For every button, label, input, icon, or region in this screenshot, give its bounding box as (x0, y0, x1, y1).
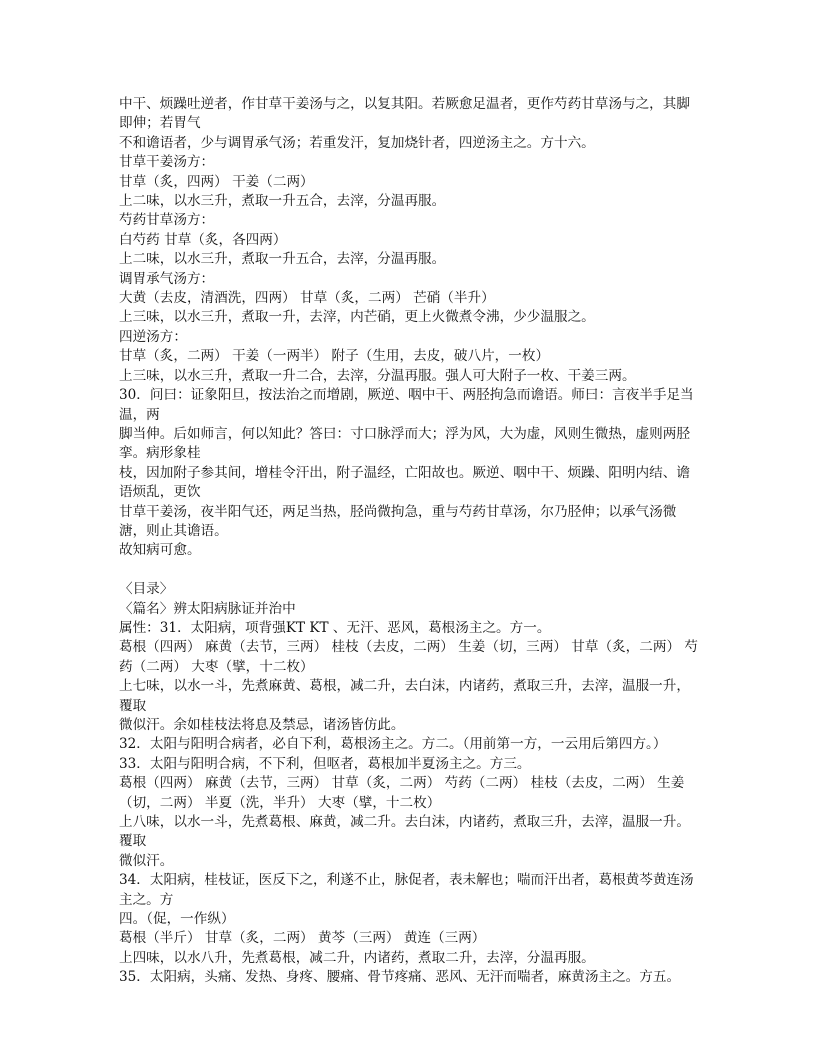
text-line: 属性：31．太阳病，项背强KT KT 、无汗、恶风，葛根汤主之。方一。 (119, 619, 551, 636)
text-line: 不和谵语者，少与调胃承气汤；若重发汗，复加烧针者，四逆汤主之。方十六。 (119, 134, 595, 151)
text-line: 甘草干姜汤，夜半阳气还，两足当热，胫尚微拘急，重与芍药甘草汤，尔乃胫伸；以承气汤微溏，则止其谵语。 (119, 503, 677, 539)
text-line: 34．太阳病，桂枝证，医反下之，利遂不止，脉促者，表未解也；喘而汗出者，葛根黄芩黄连汤主之。方 (119, 872, 694, 908)
ingredient-line: 甘草（炙，四两） 干姜（二两） (119, 173, 314, 190)
section-heading: 芍药甘草汤方： (119, 212, 215, 229)
blank-line (119, 561, 703, 580)
text-line: 35．太阳病，头痛、发热、身疼、腰痛、骨节疼痛、恶风、无汗而喘者，麻黄汤主之。方五。 (119, 969, 681, 986)
preparation-line: 上三味，以水三升，煮取一升二合，去滓，分温再服。强人可大附子一枚、干姜三两。 (119, 367, 636, 384)
ingredient-line: 大黄（去皮，清酒洗，四两） 甘草（炙，二两） 芒硝（半升） (119, 290, 495, 307)
section-heading: 调胃承气汤方： (119, 270, 215, 287)
preparation-line: 上二味，以水三升，煮取一升五合，去滓，分温再服。 (119, 193, 446, 210)
ingredient-line: （切，二两） 半夏（洗，半升） 大枣（擘，十二枚） (119, 794, 441, 811)
text-line: 四。（促，一作纵） (119, 911, 235, 928)
text-line: 枝，因加附子参其间，增桂令汗出，附子温经，亡阳故也。厥逆、咽中干、烦躁、阳明内结、谵语烦乱，更饮 (119, 464, 690, 501)
preparation-line: 上八味，以水一斗，先煮葛根、麻黄，减二升。去白沫，内诸药，煮取三升，去滓，温服一升。覆取 (119, 814, 690, 850)
ingredient-line: 葛根（半斤） 甘草（炙，二两） 黄芩（三两） 黄连（三两） (119, 930, 486, 947)
document-page (119, 95, 703, 988)
text-line: 故知病可愈。 (119, 542, 201, 559)
ingredient-line: 葛根（四两） 麻黄（去节，三两） 甘草（炙，二两） 芍药（二两） 桂枝（去皮，二两） 生姜 (119, 775, 685, 792)
preparation-line: 上三味，以水三升，煮取一升，去滓，内芒硝，更上火微煮令沸，少少温服之。 (119, 309, 595, 326)
chapter-title: 〈篇名〉辨太阳病脉证并治中 (119, 600, 296, 617)
preparation-line: 上四味，以水八升，先煮葛根，减二升，内诸药，煮取二升，去滓，分温再服。 (119, 949, 595, 966)
section-heading: 四逆汤方： (119, 328, 187, 345)
preparation-line: 上二味，以水三升，煮取一升五合，去滓，分温再服。 (119, 251, 446, 268)
section-heading: 甘草干姜汤方： (119, 154, 215, 171)
preparation-line: 上七味，以水一斗，先煮麻黄、葛根，减二升，去白沫，内诸药，煮取三升，去滓，温服一升，覆取 (119, 678, 690, 714)
text-line: 33．太阳与阳明合病，不下利，但呕者，葛根加半夏汤主之。方三。 (119, 755, 531, 772)
preparation-line: 微似汗。 (119, 852, 174, 869)
text-line: 32．太阳与阳明合病者，必自下利，葛根汤主之。方二。（用前第一方，一云用后第四方。） (119, 736, 667, 753)
text-line: 中干、烦躁吐逆者，作甘草干姜汤与之，以复其阳。若厥愈足温者，更作芍药甘草汤与之，其脚即伸；若胃气 (119, 96, 690, 132)
ingredient-line: 甘草（炙，二两） 干姜（一两半） 附子（生用，去皮，破八片，一枚） (119, 348, 550, 365)
toc-label: 〈目录〉 (119, 581, 174, 598)
text-line: 脚当伸。后如师言，何以知此？答曰：寸口脉浮而大；浮为风，大为虚，风则生微热，虚则两胫挛。病形象桂 (119, 425, 690, 462)
ingredient-line: 白芍药 甘草（炙，各四两） (119, 231, 287, 248)
text-line: 30．问曰：证象阳旦，按法治之而增剧，厥逆、咽中干、两胫拘急而谵语。师曰：言夜半手足当温，两 (119, 387, 694, 423)
preparation-line: 微似汗。余如桂枝法将息及禁忌，诸汤皆仿此。 (119, 716, 405, 733)
ingredient-line: 葛根（四两） 麻黄（去节，三两） 桂枝（去皮，二两） 生姜（切，三两） 甘草（炙，二两） 芍药（二两） 大枣（擘，十二枚） (119, 639, 698, 675)
